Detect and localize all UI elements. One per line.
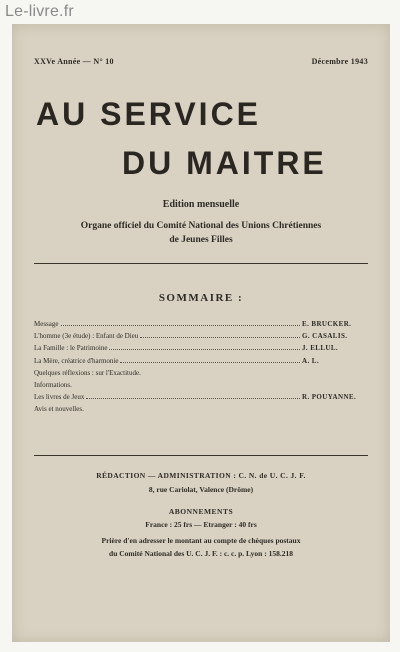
toc-leader (86, 393, 300, 399)
toc-item (34, 332, 368, 344)
toc-item (34, 381, 368, 393)
toc-title: L'homme (3e étude) : Enfant de Dieu (34, 332, 139, 341)
toc-title: Message (34, 320, 59, 328)
toc-item (34, 357, 368, 369)
organ-line-1: Organe officiel du Comité National des Unions Chrétiennes (80, 221, 322, 231)
toc-leader (109, 344, 300, 350)
title-line-2: DU MAITRE (122, 145, 327, 181)
watermark-text: Le-livre.fr (5, 3, 74, 20)
redaction-line: RÉDACTION — ADMINISTRATION : C. N. de U. C. J. F. (96, 471, 306, 480)
toc-leader (140, 332, 300, 338)
abonnements-heading: ABONNEMENTS (168, 507, 234, 516)
divider-bottom (34, 455, 368, 456)
payment-request-line-1: Prière d'en adresser le montant au compte de chèques postaux (101, 536, 301, 545)
toc-author: R. POUYANNE. (302, 393, 357, 402)
toc-title: La Mère, créatrice d'harmonie (34, 356, 119, 365)
sommaire-heading: SOMMAIRE : (158, 292, 244, 304)
toc-title: Informations. (34, 380, 72, 389)
edition-label: Edition mensuelle (162, 199, 240, 210)
toc-item (34, 320, 368, 332)
toc-leader (120, 357, 300, 363)
toc-author: E. BRUCKER. (302, 320, 352, 328)
toc-author: A. L. (302, 356, 319, 365)
toc-item (34, 405, 368, 417)
toc-author: G. CASALIS. (302, 332, 348, 341)
toc-item (34, 344, 368, 356)
toc-item (34, 369, 368, 381)
address-line: 8, rue Cariolat, Valence (Drôme) (148, 485, 254, 494)
toc-title: Quelques réflexions : sur l'Exactitude. (34, 368, 141, 377)
toc-title: Avis et nouvelles. (34, 405, 84, 414)
divider-top (34, 263, 368, 264)
organ-line-2: de Jeunes Filles (169, 235, 233, 245)
toc-title: Les livres de Jeux (34, 393, 85, 402)
issue-date: Décembre 1943 (311, 57, 368, 66)
issue-number: XXVe Année — N° 10 (34, 57, 114, 66)
toc-item (34, 393, 368, 405)
table-of-contents (34, 320, 368, 418)
magazine-cover (12, 24, 390, 642)
issue-line (34, 57, 368, 66)
toc-title: La Famille : le Patrimoine (34, 344, 108, 353)
prices-line: France : 25 frs — Etranger : 40 frs (145, 520, 257, 529)
payment-request-line-2: du Comité National des U. C. J. F. : c. c. p. Lyon : 158.218 (109, 549, 293, 558)
title-line-1: AU SERVICE (36, 96, 262, 132)
toc-author: J. ELLUL. (302, 344, 339, 353)
toc-leader (61, 320, 301, 326)
